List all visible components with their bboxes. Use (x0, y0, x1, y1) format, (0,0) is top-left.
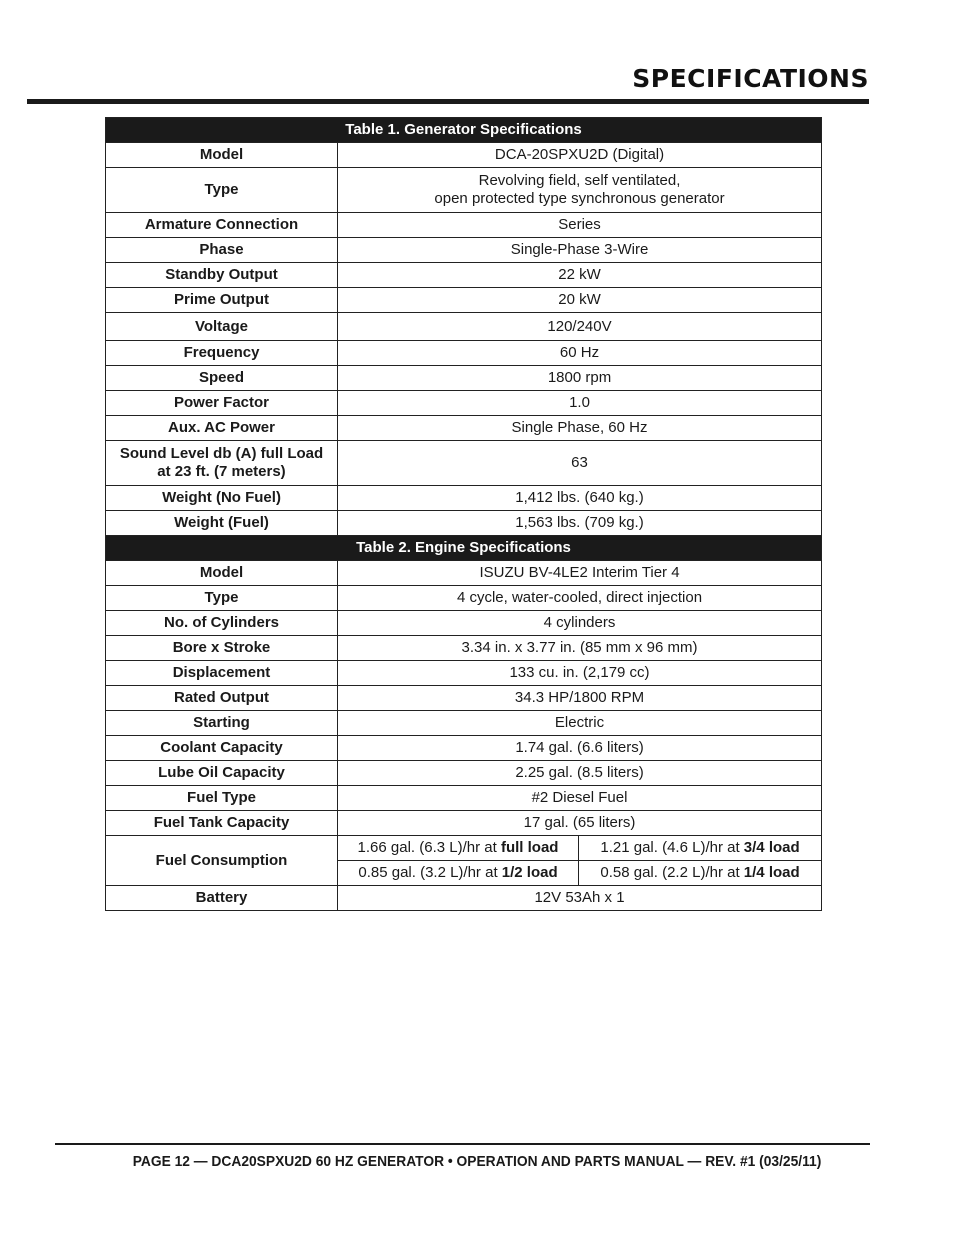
spec-label: Model (106, 143, 338, 168)
spec-value: ISUZU BV-4LE2 Interim Tier 4 (338, 561, 822, 586)
spec-label: Type (106, 586, 338, 611)
spec-value: #2 Diesel Fuel (338, 786, 822, 811)
table-row (106, 511, 822, 536)
table-row (106, 313, 822, 341)
spec-label: Fuel Tank Capacity (106, 811, 338, 836)
spec-value: 63 (338, 441, 822, 486)
spec-label: No. of Cylinders (106, 611, 338, 636)
fuel-rate: 1.66 gal. (6.3 L)/hr at (357, 839, 501, 856)
fuel-load: 1/4 load (743, 864, 800, 881)
spec-value: 22 kW (338, 263, 822, 288)
spec-label: Rated Output (106, 686, 338, 711)
spec-value: Electric (338, 711, 822, 736)
table-row (106, 886, 822, 911)
spec-value: 120/240V (338, 313, 822, 341)
table-row (106, 416, 822, 441)
page-footer: PAGE 12 — DCA20SPXU2D 60 HZ GENERATOR • OPERATION AND PARTS MANUAL — REV. #1 (03/25/11) (132, 1153, 822, 1170)
fuel-load: 3/4 load (743, 839, 800, 856)
spec-label: Starting (106, 711, 338, 736)
spec-value: 133 cu. in. (2,179 cc) (338, 661, 822, 686)
table-row (106, 686, 822, 711)
spec-value: 1800 rpm (338, 366, 822, 391)
spec-label: Bore x Stroke (106, 636, 338, 661)
spec-label: Fuel Type (106, 786, 338, 811)
spec-label: Armature Connection (106, 213, 338, 238)
spec-label-line: at 23 ft. (7 meters) (157, 463, 286, 480)
spec-value: 1,412 lbs. (640 kg.) (338, 486, 822, 511)
spec-value: 12V 53Ah x 1 (338, 886, 822, 911)
table-row (106, 288, 822, 313)
fuel-rate: 0.85 gal. (3.2 L)/hr at (358, 864, 502, 881)
header-rule (27, 99, 869, 104)
spec-label: Weight (Fuel) (106, 511, 338, 536)
spec-label: Standby Output (106, 263, 338, 288)
spec-label: Weight (No Fuel) (106, 486, 338, 511)
footer-rule (55, 1143, 870, 1145)
spec-value: Single Phase, 60 Hz (338, 416, 822, 441)
spec-value: 1.74 gal. (6.6 liters) (338, 736, 822, 761)
fuel-load: full load (500, 839, 559, 856)
table-row (106, 711, 822, 736)
spec-label (106, 441, 338, 486)
table1-header-row (106, 118, 822, 143)
spec-label-line: Sound Level db (A) full Load (119, 445, 324, 462)
spec-value: 60 Hz (338, 341, 822, 366)
spec-value: 17 gal. (65 liters) (338, 811, 822, 836)
spec-value: Series (338, 213, 822, 238)
table-row (106, 486, 822, 511)
table-row (106, 213, 822, 238)
table1-title: Table 1. Generator Specifications (106, 118, 822, 143)
spec-label: Phase (106, 238, 338, 263)
spec-label: Fuel Consumption (106, 836, 338, 886)
spec-label: Displacement (106, 661, 338, 686)
spec-label: Prime Output (106, 288, 338, 313)
table2-header-row (106, 536, 822, 561)
fuel-rate: 1.21 gal. (4.6 L)/hr at (600, 839, 744, 856)
spec-label: Power Factor (106, 391, 338, 416)
table-row (106, 441, 822, 486)
table-row (106, 761, 822, 786)
spec-label: Type (106, 168, 338, 213)
fuel-three-quarter-load (579, 836, 822, 861)
spec-label: Coolant Capacity (106, 736, 338, 761)
table2-title: Table 2. Engine Specifications (106, 536, 822, 561)
spec-tables (105, 117, 822, 911)
table-row (106, 636, 822, 661)
spec-value (338, 168, 822, 213)
spec-label: Speed (106, 366, 338, 391)
spec-value: 20 kW (338, 288, 822, 313)
table-row (106, 586, 822, 611)
table-row (106, 611, 822, 636)
spec-value: Single-Phase 3-Wire (338, 238, 822, 263)
spec-value: 3.34 in. x 3.77 in. (85 mm x 96 mm) (338, 636, 822, 661)
table-row (106, 786, 822, 811)
spec-label: Battery (106, 886, 338, 911)
spec-value: 1,563 lbs. (709 kg.) (338, 511, 822, 536)
spec-value: 2.25 gal. (8.5 liters) (338, 761, 822, 786)
table-row (106, 661, 822, 686)
spec-value: 4 cylinders (338, 611, 822, 636)
spec-value-line: open protected type synchronous generator (434, 190, 725, 207)
fuel-consumption-row (106, 836, 822, 861)
table-row (106, 561, 822, 586)
table-row (106, 391, 822, 416)
fuel-rate: 0.58 gal. (2.2 L)/hr at (600, 864, 744, 881)
spec-value: 1.0 (338, 391, 822, 416)
spec-label: Model (106, 561, 338, 586)
table-row (106, 811, 822, 836)
table-row (106, 143, 822, 168)
spec-value: DCA-20SPXU2D (Digital) (338, 143, 822, 168)
fuel-load: 1/2 load (501, 864, 558, 881)
spec-label: Voltage (106, 313, 338, 341)
table-row (106, 366, 822, 391)
table-row (106, 263, 822, 288)
table-row (106, 341, 822, 366)
spec-value-line: Revolving field, self ventilated, (478, 172, 681, 189)
spec-label: Frequency (106, 341, 338, 366)
fuel-full-load (338, 836, 579, 861)
fuel-quarter-load (579, 861, 822, 886)
fuel-half-load (338, 861, 579, 886)
table-row (106, 238, 822, 263)
spec-value: 34.3 HP/1800 RPM (338, 686, 822, 711)
table-row (106, 168, 822, 213)
page-title: SPECIFICATIONS (632, 64, 869, 93)
spec-value: 4 cycle, water-cooled, direct injection (338, 586, 822, 611)
table-row (106, 736, 822, 761)
spec-label: Aux. AC Power (106, 416, 338, 441)
spec-label: Lube Oil Capacity (106, 761, 338, 786)
